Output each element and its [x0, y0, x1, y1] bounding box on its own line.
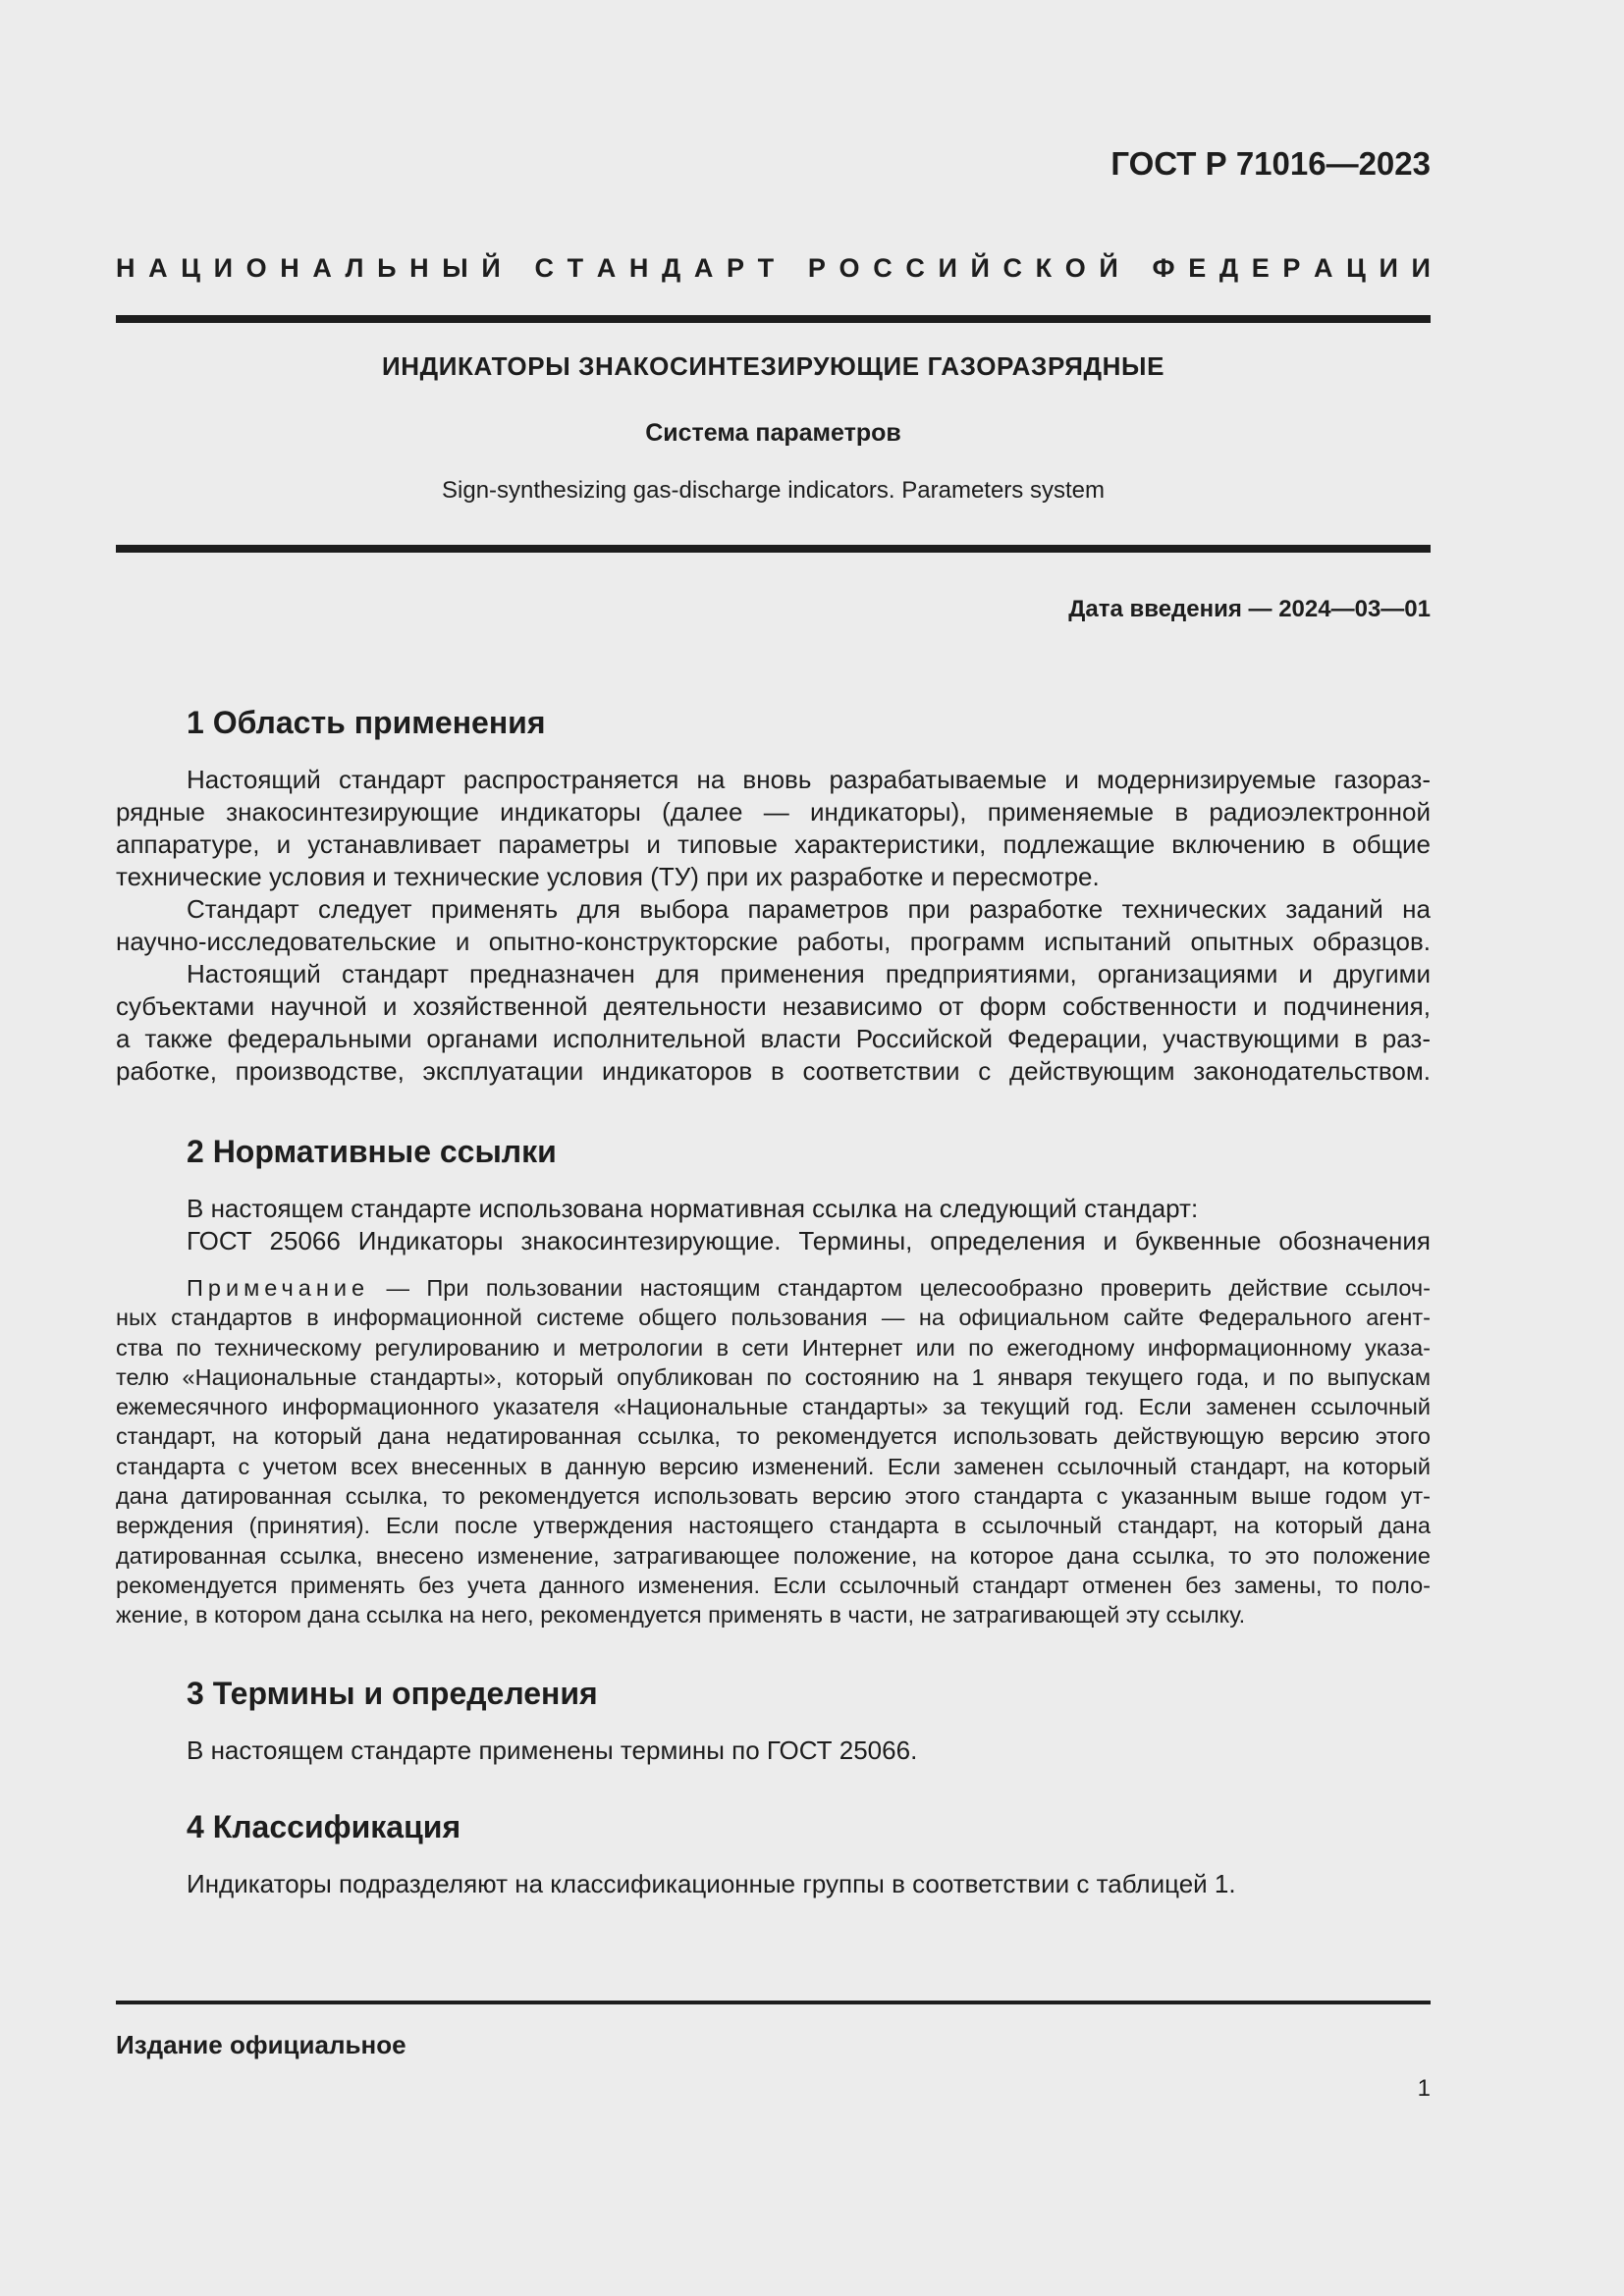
text-line: субъектами научной и хозяйственной деятельности независимо от форм собственности и подчинения,	[116, 991, 1431, 1021]
title-letter: Т	[757, 253, 775, 283]
text-line: аппаратуре, и устанавливает параметры и типовые характеристики, подлежащие включению в общие	[116, 829, 1431, 859]
section-body-scope	[116, 764, 1431, 1088]
title-letter: К	[1035, 253, 1053, 283]
section-body-classification	[116, 1868, 1431, 1900]
title-letter: Р	[1282, 253, 1301, 283]
title-letter: И	[1411, 253, 1431, 283]
title-letter: Р	[727, 253, 745, 283]
note-line: верждения (принятия). Если после утверждения настоящего стандарта в ссылочный стандарт, на который дана	[116, 1513, 1431, 1539]
text-line: Стандарт следует применять для выбора параметров при разработке технических заданий на	[187, 894, 1431, 924]
title-letter: Ь	[377, 253, 397, 283]
title-letter: Д	[1218, 253, 1239, 283]
title-letter	[1131, 253, 1139, 284]
title-letter: И	[938, 253, 957, 283]
title-letter: С	[534, 253, 554, 283]
section-heading-terms: 3 Термины и определения	[187, 1676, 598, 1711]
title-letter: Й	[481, 253, 501, 283]
title-letter: Й	[1099, 253, 1118, 283]
title-letter: Р	[807, 253, 826, 283]
page-number: 1	[1417, 2075, 1431, 2102]
title-letter: С	[905, 253, 925, 283]
standard-number: ГОСТ Р 71016—2023	[1110, 145, 1431, 182]
note-line: стандарта с учетом всех внесенных в данную версию изменений. Если заменен ссылочный стандарт, на который	[116, 1453, 1431, 1479]
note-block	[116, 1273, 1431, 1630]
note-label: Примечание	[187, 1275, 370, 1301]
title-letter: Н	[116, 253, 135, 283]
section-body-terms	[116, 1735, 1431, 1767]
note-line: ежемесячного информационного указателя «Национальные стандарты» за текущий год. Если заменен ссылочный	[116, 1394, 1431, 1420]
text-line: а также федеральными органами исполнительной власти Российской Федерации, участвующими в раз-	[116, 1024, 1431, 1053]
title-letter: И	[213, 253, 234, 283]
national-standard-title	[116, 253, 1431, 284]
title-letter: Н	[280, 253, 299, 283]
note-line: ства по техническому регулированию и метрологии в сети Интернет или по ежегодному информационному указа-	[116, 1334, 1431, 1361]
document-page	[116, 0, 1431, 2296]
text-line: рядные знакосинтезирующие индикаторы (далее — индикаторы), применяемые в радиоэлектронной	[116, 797, 1431, 827]
header-rule	[116, 315, 1431, 323]
title-letter	[787, 253, 795, 284]
title-rule	[116, 545, 1431, 553]
note-line: дана датированная ссылка, то рекомендуется использовать версию этого стандарта с указанным выше годом ут-	[116, 1483, 1431, 1510]
section-heading-classification: 4 Классификация	[187, 1809, 461, 1844]
title-letter: Ц	[1346, 253, 1366, 283]
title-letter: О	[245, 253, 267, 283]
title-letter: С	[873, 253, 893, 283]
title-letter: Д	[662, 253, 681, 283]
section-body-normative-references	[116, 1193, 1431, 1257]
note-line: ных стандартов в информационной системе общего пользования — на официальном сайте Федерального агент-	[116, 1305, 1431, 1331]
note-line: стандарт, на который дана недатированная ссылка, то рекомендуется использовать действующую версию этого	[116, 1423, 1431, 1450]
note-line: жение, в котором дана ссылка на него, рекомендуется применять в части, не затрагивающей эту ссылку.	[116, 1602, 1246, 1629]
document-english-title: Sign-synthesizing gas-discharge indicators. Parameters system	[442, 477, 1105, 504]
text-line: научно-исследовательские и опытно-конструкторские работы, программ испытаний опытных образцов.	[116, 927, 1431, 956]
title-letter: Ц	[181, 253, 200, 283]
title-letter: С	[1002, 253, 1022, 283]
title-letter: И	[1379, 253, 1398, 283]
title-letter: Л	[345, 253, 364, 283]
text-line: технические условия и технические условия (ТУ) при их разработке и пересмотре.	[116, 862, 1100, 891]
text-line: В настоящем стандарте использована нормативная ссылка на следующий стандарт:	[187, 1194, 1199, 1223]
note-first-line: Примечание — При пользовании настоящим стандартом целесообразно проверить действие ссылоч-	[187, 1275, 1431, 1301]
title-letter: А	[148, 253, 168, 283]
text-line: Настоящий стандарт распространяется на вновь разрабатываемые и модернизируемые газораз-	[187, 765, 1431, 794]
official-edition-label: Издание официальное	[116, 2030, 406, 2059]
text-line: В настоящем стандарте применены термины по ГОСТ 25066.	[187, 1735, 918, 1765]
section-heading-normative-references: 2 Нормативные ссылки	[187, 1134, 557, 1169]
title-letter: Н	[409, 253, 429, 283]
text-line: работке, производстве, эксплуатации индикаторов в соответствии с действующим законодательством.	[116, 1056, 1431, 1086]
footer-rule	[116, 2001, 1431, 2004]
title-letter: А	[312, 253, 332, 283]
title-letter: А	[596, 253, 617, 283]
title-letter: Е	[1251, 253, 1270, 283]
title-letter	[514, 253, 521, 284]
title-letter: А	[693, 253, 714, 283]
title-letter: О	[1064, 253, 1086, 283]
text-line: Настоящий стандарт предназначен для применения предприятиями, организациями и другими	[187, 959, 1431, 988]
title-letter: А	[1314, 253, 1333, 283]
title-letter: Е	[1188, 253, 1207, 283]
note-line: рекомендуется применять без учета данного изменения. Если ссылочный стандарт отменен без замены, то поло-	[116, 1572, 1431, 1598]
document-subtitle: Система параметров	[645, 419, 901, 447]
title-letter: Т	[567, 253, 584, 283]
section-heading-scope: 1 Область применения	[187, 705, 546, 740]
title-letter: Н	[628, 253, 649, 283]
title-letter: Ф	[1152, 253, 1175, 283]
text-line: Индикаторы подразделяют на классификационные группы в соответствии с таблицей 1.	[187, 1869, 1236, 1898]
title-letter: Ы	[442, 253, 468, 283]
document-title: ИНДИКАТОРЫ ЗНАКОСИНТЕЗИРУЮЩИЕ ГАЗОРАЗРЯДНЫЕ	[381, 351, 1165, 381]
note-line: телю «Национальные стандарты», который опубликован по состоянию на 1 января текущего года, и по выпускам	[116, 1363, 1431, 1390]
introduction-date: Дата введения — 2024—03—01	[1068, 596, 1431, 622]
reference-gost-25066: ГОСТ 25066 Индикаторы знакосинтезирующие. Термины, определения и буквенные обозначения	[187, 1226, 1431, 1255]
title-letter: Й	[970, 253, 990, 283]
note-line: датированная ссылка, внесено изменение, затрагивающее положение, на которое дана ссылка, то это положение	[116, 1542, 1431, 1569]
title-letter: О	[839, 253, 860, 283]
